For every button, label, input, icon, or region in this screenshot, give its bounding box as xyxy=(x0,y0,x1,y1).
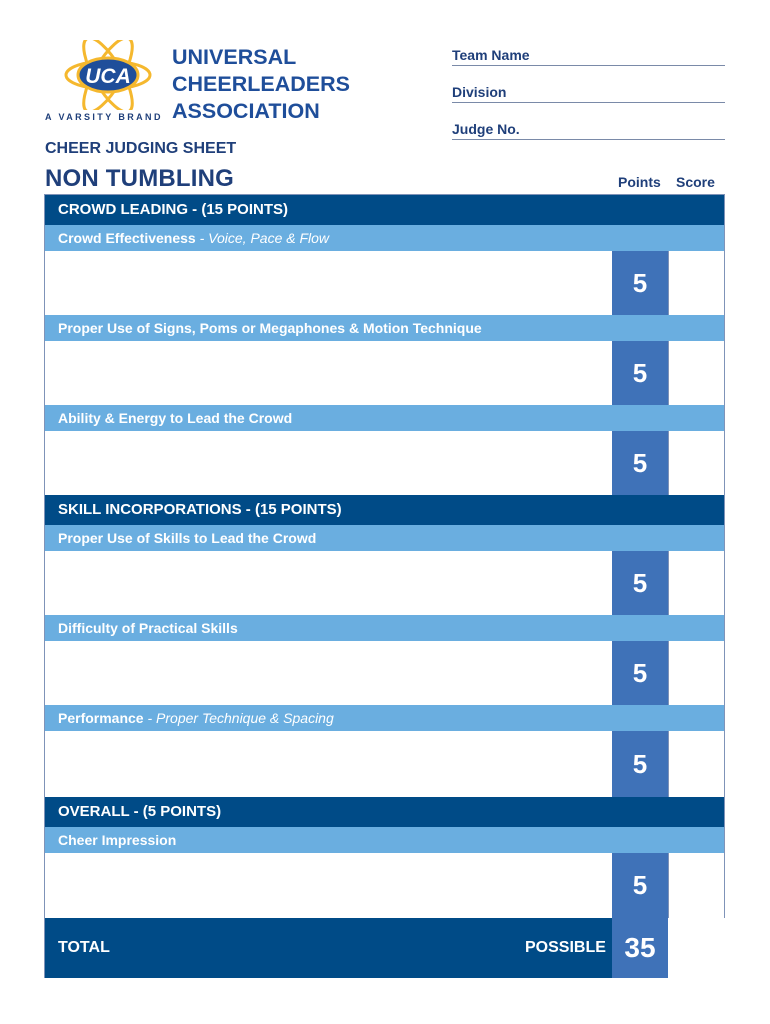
criterion-label: Performance xyxy=(58,710,144,726)
judging-table xyxy=(44,194,725,978)
criterion-label: Proper Use of Signs, Poms or Megaphones & Motion Technique xyxy=(58,320,482,336)
section-header: SKILL INCORPORATIONS - (15 POINTS) xyxy=(45,495,724,525)
points-value: 5 xyxy=(612,341,668,405)
score-divider xyxy=(668,731,669,797)
total-score-box[interactable] xyxy=(668,918,725,978)
uca-logo xyxy=(62,40,154,110)
criterion-label: Proper Use of Skills to Lead the Crowd xyxy=(58,530,317,546)
criterion-label: Difficulty of Practical Skills xyxy=(58,620,238,636)
team-name-field[interactable] xyxy=(452,45,725,66)
points-value: 5 xyxy=(612,731,668,797)
points-value: 5 xyxy=(612,641,668,705)
points-column-header: Points xyxy=(618,174,661,190)
points-value: 5 xyxy=(612,431,668,495)
score-divider xyxy=(668,641,669,705)
judge-number-label: Judge No. xyxy=(452,121,520,137)
score-divider xyxy=(668,251,669,315)
sheet-title: CHEER JUDGING SHEET xyxy=(45,140,237,157)
total-row xyxy=(45,918,724,978)
sheet-subtitle: NON TUMBLING xyxy=(45,165,235,192)
possible-points-value: 35 xyxy=(612,918,668,978)
section-header: CROWD LEADING - (15 POINTS) xyxy=(45,195,724,225)
org-line-3: ASSOCIATION xyxy=(172,99,320,123)
criterion-header xyxy=(45,705,724,731)
possible-label: POSSIBLE xyxy=(525,939,606,956)
points-value: 5 xyxy=(612,853,668,918)
criterion-header xyxy=(45,405,724,431)
criterion-header xyxy=(45,827,724,853)
logo-text: UCA xyxy=(85,65,131,88)
division-field[interactable] xyxy=(452,82,725,103)
org-line-1: UNIVERSAL xyxy=(172,45,297,69)
criterion-header xyxy=(45,615,724,641)
score-divider xyxy=(668,341,669,405)
criterion-header xyxy=(45,525,724,551)
criterion-description: - Proper Technique & Spacing xyxy=(143,710,334,726)
team-name-label: Team Name xyxy=(452,47,530,63)
points-value: 5 xyxy=(612,251,668,315)
brand-tagline: A VARSITY BRAND xyxy=(45,112,163,122)
organization-name xyxy=(172,44,350,125)
criterion-header xyxy=(45,225,724,251)
division-label: Division xyxy=(452,84,507,100)
org-line-2: CHEERLEADERS xyxy=(172,72,350,96)
score-divider xyxy=(668,431,669,495)
criterion-header xyxy=(45,315,724,341)
score-divider xyxy=(668,551,669,615)
criterion-label: Cheer Impression xyxy=(58,832,177,848)
criterion-description: - Voice, Pace & Flow xyxy=(195,230,330,246)
score-column-header: Score xyxy=(676,174,715,190)
judge-number-field[interactable] xyxy=(452,119,725,140)
section-header: OVERALL - (5 POINTS) xyxy=(45,797,724,827)
criterion-label: Crowd Effectiveness xyxy=(58,230,196,246)
points-value: 5 xyxy=(612,551,668,615)
total-label: TOTAL xyxy=(58,939,110,956)
criterion-label: Ability & Energy to Lead the Crowd xyxy=(58,410,293,426)
score-divider xyxy=(668,853,669,918)
